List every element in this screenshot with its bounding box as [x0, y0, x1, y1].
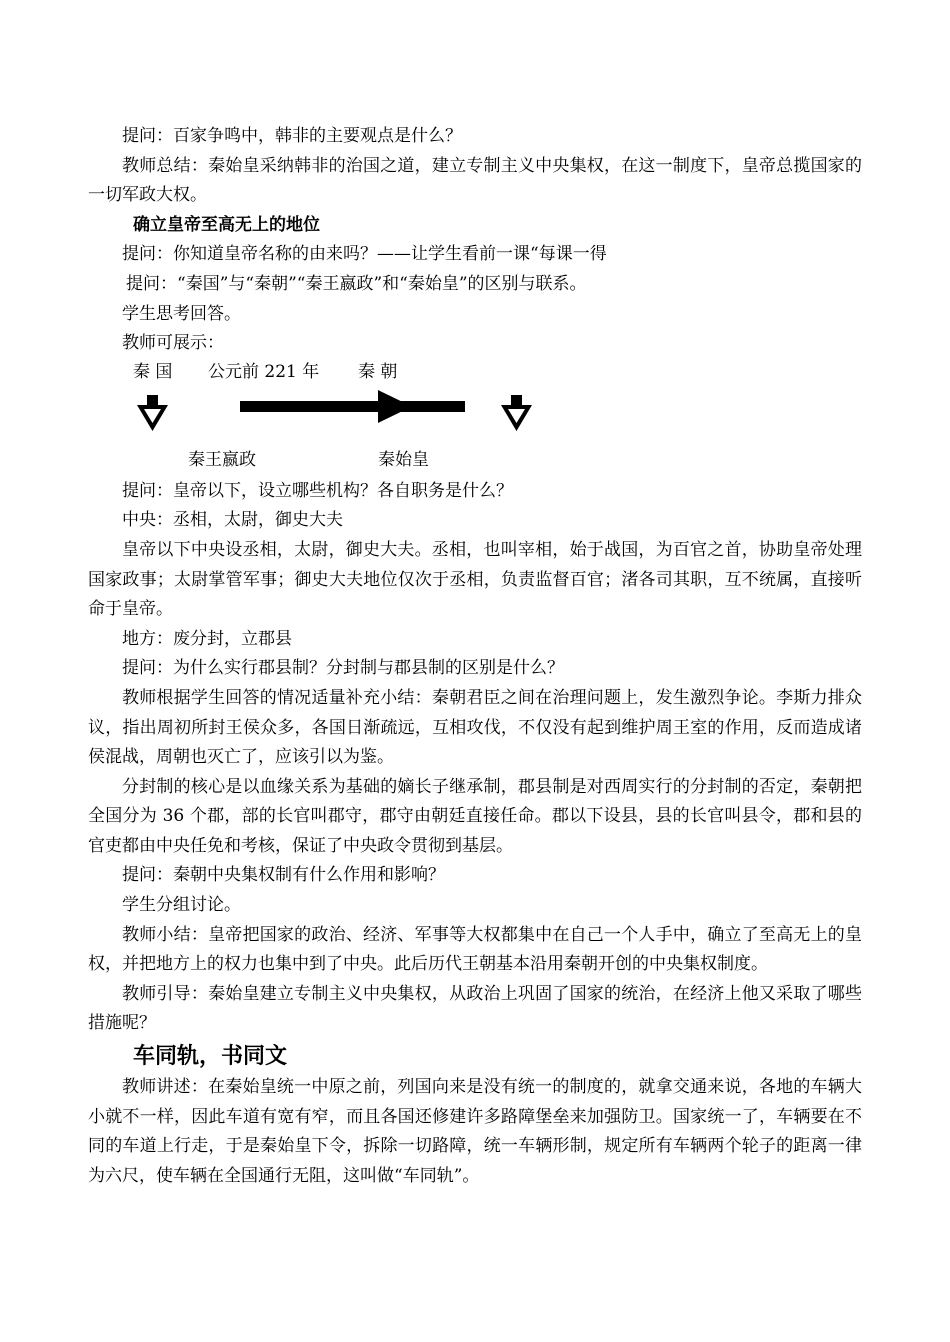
label-king-yingzheng: 秦王嬴政	[188, 449, 256, 470]
question-centralization-impact: 提问：秦朝中央集权制有什么作用和影响？	[122, 865, 445, 886]
teacher-lecture-axle-width: 教师讲述：在秦始皇统一中原之前，列国向来是没有统一的制度的，就拿交通来说，各地的车辆大小就不一样，因此车道有宽有窄，而且各国还修建许多路障堡垒来加强防卫。国家统一了，车辆要在不同的车道上行走，于是秦始皇下令，拆除一切路障，统一车辆形制，规定所有车辆两个轮子的距离一律为六尺，使车辆在全国通行无阻，这叫做“车同轨”。	[88, 1077, 862, 1186]
central-offices-description: 皇帝以下中央设丞相，太尉，御史大夫。丞相，也叫宰相，始于战国，为百官之首，协助皇帝处理国家政事；太尉掌管军事；御史大夫地位仅次于丞相，负责监督百官；渚各司其职，互不统属，直接听命于皇帝。	[88, 539, 862, 620]
question-emperor-title: 提问：你知道皇帝名称的由来吗？——让学生看前一课“每课一得	[122, 244, 607, 265]
teacher-guide-economy: 教师引导：秦始皇建立专制主义中央集权，从政治上巩固了国家的统治，在经济上他又采取了哪些措施呢？	[88, 983, 862, 1034]
lesson-text	[88, 122, 862, 1191]
right-arrow-icon	[240, 390, 465, 423]
label-qin-state: 秦 国	[133, 361, 173, 382]
student-think-answer: 学生思考回答。	[122, 303, 241, 324]
question-qin-difference: 提问：“秦国”与“秦朝”“秦王嬴政”和“秦始皇”的区别与联系。	[126, 273, 587, 294]
teacher-summary-imperial-power: 教师小结：皇帝把国家的政治、经济、军事等大权都集中在自己一个人手中，确立了至高无上的皇权，并把地方上的权力也集中到了中央。此后历代王朝基本沿用秦朝开创的中央集权制度。	[88, 924, 862, 975]
teacher-supplement: 教师根据学生回答的情况适量补充小结：秦朝君臣之间在治理问题上，发生激烈争论。李斯力排众议，指出周初所封王侯众多，各国日渐疏远，互相攻伐，不仅没有起到维护周王室的作用，反而造成诸侯混战，周朝也灭亡了，应该引以为鉴。	[88, 687, 862, 768]
question-institutions: 提问：皇帝以下，设立哪些机构？各自职务是什么？	[122, 480, 513, 501]
subheading-emperor-status: 确立皇帝至高无上的地位	[133, 214, 320, 235]
qin-transition-diagram	[88, 359, 862, 477]
label-first-emperor: 秦始皇	[378, 449, 429, 470]
question-hanfei: 提问：百家争鸣中，韩非的主要观点是什么？	[122, 126, 462, 146]
diagram-arrows	[88, 359, 588, 477]
question-prefecture-county: 提问：为什么实行郡县制？分封制与郡县制的区别是什么？	[122, 658, 564, 679]
teacher-can-show: 教师可展示：	[122, 333, 224, 354]
down-arrow-icon-left	[137, 395, 168, 431]
fenfeng-vs-junxian: 分封制的核心是以血缘关系为基础的嫡长子继承制，郡县制是对西周实行的分封制的否定，秦朝把全国分为 36 个郡，部的长官叫郡守，郡守由朝廷直接任命。郡以下设县，县的长官叫县令，郡和县的官吏都由中央任免和考核，保证了中央政令贯彻到基层。	[88, 776, 862, 856]
down-arrow-icon-right	[501, 395, 532, 431]
section-heading-standardization: 车同轨，书同文	[133, 1044, 288, 1070]
central-offices: 中央：丞相，太尉，御史大夫	[122, 510, 343, 531]
student-group-discussion: 学生分组讨论。	[122, 895, 241, 916]
label-year: 公元前 221 年	[208, 361, 320, 382]
label-qin-dynasty: 秦 朝	[358, 361, 398, 382]
local-system: 地方：废分封，立郡县	[122, 628, 292, 649]
teacher-summary-centralization: 教师总结：秦始皇采纳韩非的治国之道，建立专制主义中央集权，在这一制度下，皇帝总揽国家的一切军政大权。	[88, 155, 862, 206]
